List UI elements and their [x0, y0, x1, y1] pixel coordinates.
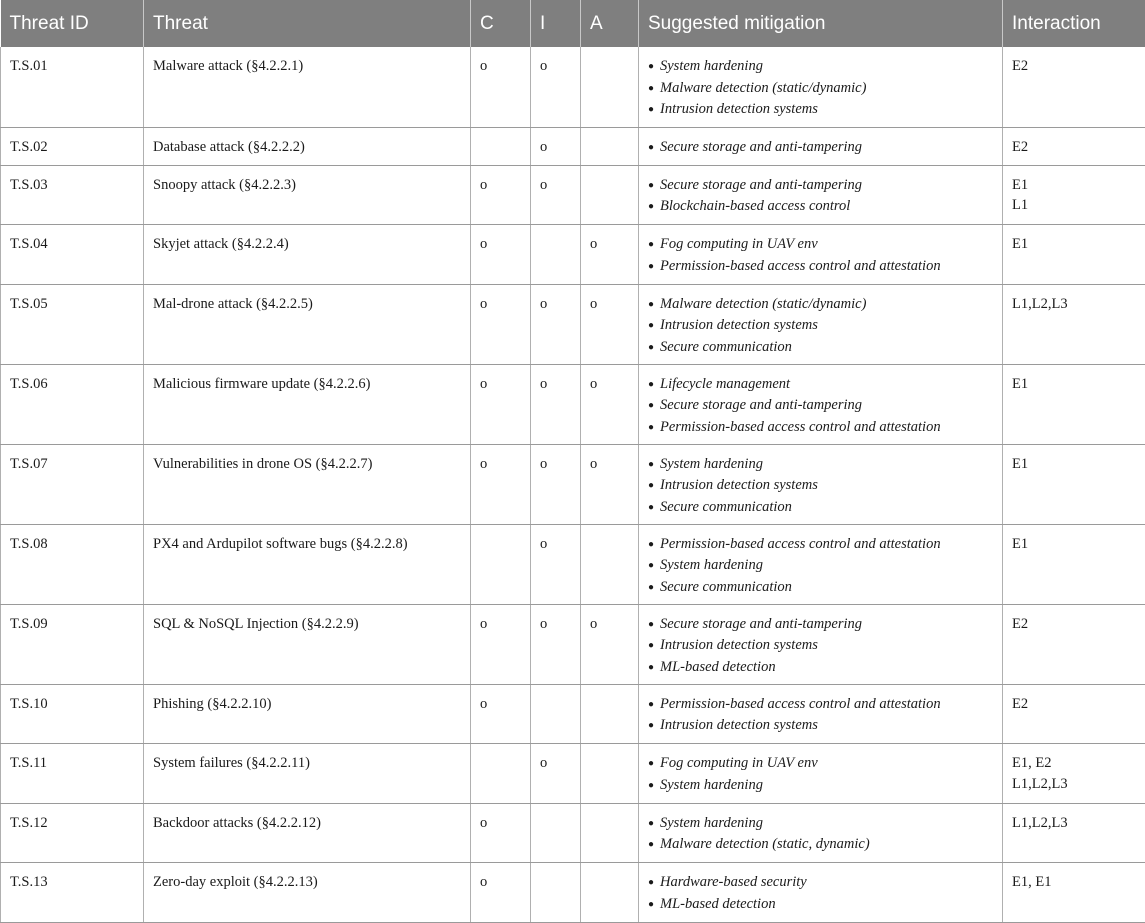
table-row	[1, 803, 1145, 863]
table-row	[1, 444, 1145, 524]
cell-availability	[581, 127, 639, 165]
cell-interaction	[1003, 127, 1145, 165]
cell-threat-id: T.S.07	[1, 444, 144, 524]
cell-threat-id: T.S.10	[1, 684, 144, 744]
cell-interaction	[1003, 863, 1145, 923]
header-interaction: Interaction	[1003, 0, 1145, 47]
cell-integrity: o	[531, 284, 581, 364]
mitigation-item: ● Secure storage and anti-tampering	[648, 137, 993, 159]
cell-confidentiality: o	[471, 284, 531, 364]
interaction-value: E1	[1012, 175, 1136, 196]
mitigation-item: ● Intrusion detection systems	[648, 315, 993, 337]
cell-mitigation	[639, 524, 1003, 604]
mitigation-item: ● Secure communication	[648, 577, 993, 599]
mitigation-item: ● Secure communication	[648, 497, 993, 519]
mitigation-list	[648, 374, 993, 439]
interaction-value: E1, E2	[1012, 753, 1136, 774]
header-mitigation: Suggested mitigation	[639, 0, 1003, 47]
interaction-value: E1	[1012, 534, 1136, 555]
cell-availability: o	[581, 284, 639, 364]
mitigation-item: ● Permission-based access control and attestation	[648, 256, 993, 278]
cell-integrity	[531, 684, 581, 744]
interaction-value: E1	[1012, 454, 1136, 475]
interaction-value: E1	[1012, 234, 1136, 255]
cell-confidentiality: o	[471, 684, 531, 744]
cell-mitigation	[639, 604, 1003, 684]
cell-interaction	[1003, 803, 1145, 863]
cell-confidentiality: o	[471, 165, 531, 225]
cell-threat: Malicious firmware update (§4.2.2.6)	[144, 364, 471, 444]
table-row	[1, 127, 1145, 165]
cell-interaction	[1003, 604, 1145, 684]
mitigation-item: ● Secure storage and anti-tampering	[648, 614, 993, 636]
interaction-value: L1	[1012, 195, 1136, 216]
cell-threat: Mal-drone attack (§4.2.2.5)	[144, 284, 471, 364]
mitigation-item: ● Intrusion detection systems	[648, 99, 993, 121]
table-row	[1, 225, 1145, 285]
cell-threat: System failures (§4.2.2.11)	[144, 744, 471, 804]
cell-threat-id: T.S.09	[1, 604, 144, 684]
header-availability: A	[581, 0, 639, 47]
cell-threat: PX4 and Ardupilot software bugs (§4.2.2.8)	[144, 524, 471, 604]
table-row	[1, 284, 1145, 364]
cell-interaction	[1003, 684, 1145, 744]
cell-threat-id: T.S.12	[1, 803, 144, 863]
table-row	[1, 165, 1145, 225]
mitigation-list	[648, 56, 993, 121]
cell-interaction	[1003, 165, 1145, 225]
cell-integrity: o	[531, 744, 581, 804]
cell-threat-id: T.S.03	[1, 165, 144, 225]
mitigation-item: ● Hardware-based security	[648, 872, 993, 894]
interaction-value: E2	[1012, 694, 1136, 715]
cell-availability: o	[581, 225, 639, 285]
cell-availability	[581, 524, 639, 604]
interaction-value: E2	[1012, 137, 1136, 158]
mitigation-item: ● System hardening	[648, 555, 993, 577]
cell-mitigation	[639, 803, 1003, 863]
cell-integrity: o	[531, 604, 581, 684]
cell-threat-id: T.S.05	[1, 284, 144, 364]
header-confidentiality: C	[471, 0, 531, 47]
cell-threat-id: T.S.01	[1, 47, 144, 127]
cell-confidentiality: o	[471, 863, 531, 923]
cell-integrity	[531, 225, 581, 285]
mitigation-item: ● Permission-based access control and attestation	[648, 534, 993, 556]
mitigation-item: ● Intrusion detection systems	[648, 715, 993, 737]
interaction-value: L1,L2,L3	[1012, 774, 1136, 795]
mitigation-item: ● Fog computing in UAV env	[648, 234, 993, 256]
cell-integrity: o	[531, 127, 581, 165]
cell-mitigation	[639, 165, 1003, 225]
cell-mitigation	[639, 744, 1003, 804]
cell-availability: o	[581, 604, 639, 684]
mitigation-item: ● Secure communication	[648, 337, 993, 359]
mitigation-item: ● Secure storage and anti-tampering	[648, 395, 993, 417]
cell-integrity: o	[531, 444, 581, 524]
table-row	[1, 604, 1145, 684]
cell-availability: o	[581, 364, 639, 444]
mitigation-list	[648, 175, 993, 218]
mitigation-item: ● ML-based detection	[648, 657, 993, 679]
mitigation-list	[648, 534, 993, 599]
table-row	[1, 744, 1145, 804]
header-integrity: I	[531, 0, 581, 47]
cell-confidentiality: o	[471, 604, 531, 684]
mitigation-list	[648, 454, 993, 519]
mitigation-item: ● System hardening	[648, 813, 993, 835]
cell-threat: Zero-day exploit (§4.2.2.13)	[144, 863, 471, 923]
mitigation-list	[648, 753, 993, 796]
cell-mitigation	[639, 684, 1003, 744]
mitigation-item: ● ML-based detection	[648, 894, 993, 916]
table-row	[1, 684, 1145, 744]
cell-confidentiality: o	[471, 225, 531, 285]
cell-threat: Skyjet attack (§4.2.2.4)	[144, 225, 471, 285]
interaction-value: L1,L2,L3	[1012, 294, 1136, 315]
cell-availability	[581, 803, 639, 863]
cell-mitigation	[639, 364, 1003, 444]
cell-availability	[581, 744, 639, 804]
interaction-value: E1, E1	[1012, 872, 1136, 893]
cell-interaction	[1003, 444, 1145, 524]
cell-mitigation	[639, 127, 1003, 165]
cell-threat: SQL & NoSQL Injection (§4.2.2.9)	[144, 604, 471, 684]
interaction-value: E2	[1012, 614, 1136, 635]
cell-mitigation	[639, 444, 1003, 524]
interaction-value: E1	[1012, 374, 1136, 395]
cell-confidentiality: o	[471, 444, 531, 524]
header-threat: Threat	[144, 0, 471, 47]
mitigation-item: ● Malware detection (static/dynamic)	[648, 294, 993, 316]
cell-confidentiality	[471, 524, 531, 604]
mitigation-list	[648, 813, 993, 856]
table-row	[1, 364, 1145, 444]
mitigation-list	[648, 294, 993, 359]
cell-confidentiality: o	[471, 47, 531, 127]
mitigation-list	[648, 137, 993, 159]
mitigation-item: ● System hardening	[648, 775, 993, 797]
cell-interaction	[1003, 225, 1145, 285]
mitigation-item: ● Blockchain-based access control	[648, 196, 993, 218]
cell-interaction	[1003, 524, 1145, 604]
table-row	[1, 524, 1145, 604]
cell-threat: Database attack (§4.2.2.2)	[144, 127, 471, 165]
table-header-row	[1, 0, 1145, 47]
cell-integrity	[531, 863, 581, 923]
cell-threat: Malware attack (§4.2.2.1)	[144, 47, 471, 127]
table-row	[1, 863, 1145, 923]
cell-integrity: o	[531, 165, 581, 225]
cell-mitigation	[639, 863, 1003, 923]
mitigation-item: ● System hardening	[648, 56, 993, 78]
interaction-value: L1,L2,L3	[1012, 813, 1136, 834]
mitigation-item: ● Secure storage and anti-tampering	[648, 175, 993, 197]
mitigation-item: ● Fog computing in UAV env	[648, 753, 993, 775]
cell-availability	[581, 863, 639, 923]
mitigation-item: ● Permission-based access control and attestation	[648, 694, 993, 716]
cell-threat-id: T.S.06	[1, 364, 144, 444]
mitigation-item: ● Permission-based access control and attestation	[648, 417, 993, 439]
cell-threat: Snoopy attack (§4.2.2.3)	[144, 165, 471, 225]
mitigation-item: ● Malware detection (static/dynamic)	[648, 78, 993, 100]
cell-integrity: o	[531, 524, 581, 604]
cell-confidentiality: o	[471, 364, 531, 444]
cell-availability	[581, 684, 639, 744]
mitigation-item: ● Intrusion detection systems	[648, 475, 993, 497]
cell-confidentiality	[471, 744, 531, 804]
cell-threat-id: T.S.08	[1, 524, 144, 604]
cell-mitigation	[639, 284, 1003, 364]
cell-threat-id: T.S.13	[1, 863, 144, 923]
cell-mitigation	[639, 225, 1003, 285]
cell-threat: Vulnerabilities in drone OS (§4.2.2.7)	[144, 444, 471, 524]
mitigation-list	[648, 234, 993, 277]
cell-availability	[581, 165, 639, 225]
cell-interaction	[1003, 744, 1145, 804]
interaction-value: E2	[1012, 56, 1136, 77]
mitigation-list	[648, 872, 993, 915]
cell-integrity	[531, 803, 581, 863]
cell-threat: Phishing (§4.2.2.10)	[144, 684, 471, 744]
cell-mitigation	[639, 47, 1003, 127]
cell-threat-id: T.S.02	[1, 127, 144, 165]
cell-availability: o	[581, 444, 639, 524]
mitigation-list	[648, 694, 993, 737]
table-row	[1, 47, 1145, 127]
mitigation-item: ● Lifecycle management	[648, 374, 993, 396]
table-body	[1, 47, 1145, 923]
cell-interaction	[1003, 47, 1145, 127]
cell-confidentiality: o	[471, 803, 531, 863]
cell-interaction	[1003, 364, 1145, 444]
mitigation-item: ● Intrusion detection systems	[648, 635, 993, 657]
header-threat-id: Threat ID	[1, 0, 144, 47]
cell-threat: Backdoor attacks (§4.2.2.12)	[144, 803, 471, 863]
mitigation-list	[648, 614, 993, 679]
mitigation-item: ● Malware detection (static, dynamic)	[648, 834, 993, 856]
cell-integrity: o	[531, 364, 581, 444]
cell-availability	[581, 47, 639, 127]
cell-interaction	[1003, 284, 1145, 364]
mitigation-item: ● System hardening	[648, 454, 993, 476]
cell-integrity: o	[531, 47, 581, 127]
cell-threat-id: T.S.04	[1, 225, 144, 285]
cell-confidentiality	[471, 127, 531, 165]
cell-threat-id: T.S.11	[1, 744, 144, 804]
